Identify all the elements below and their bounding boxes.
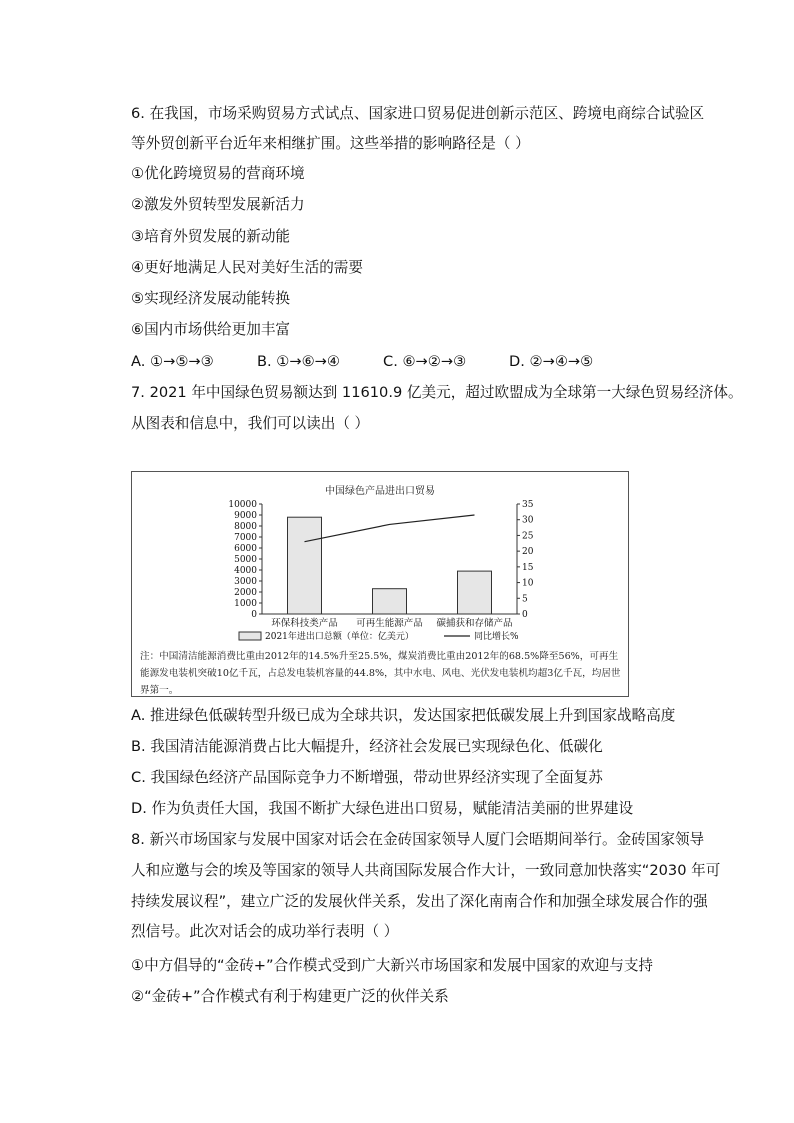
- q8-stem-line-4: 烈信号。此次对话会的成功举行表明（ ）: [131, 923, 399, 940]
- y-right-tick-label: 30: [522, 515, 534, 526]
- chart-figure: [131, 471, 629, 697]
- y-left-tick-label: 10000: [228, 500, 257, 510]
- q7-option-a[interactable]: A. 推进绿色低碳转型升级已成为全球共识，发达国家把低碳发展上升到国家战略高度: [131, 707, 676, 724]
- q6-item-5: ⑤实现经济发展动能转换: [131, 290, 291, 307]
- y-right-tick-label: 0: [522, 610, 528, 620]
- y-left-tick-label: 0: [251, 610, 257, 620]
- y-right-tick-label: 35: [522, 500, 534, 510]
- bar: [458, 571, 492, 614]
- q8-item-1: ①中方倡导的“金砖+”合作模式受到广大新兴市场国家和发展中国家的欢迎与支持: [131, 957, 654, 974]
- q6-stem-line-2: 等外贸创新平台近年来相继扩围。这些举措的影响路径是（ ）: [131, 135, 530, 152]
- q6-item-4: ④更好地满足人民对美好生活的需要: [131, 259, 363, 276]
- q8-stem-line-2: 人和应邀与会的埃及等国家的领导人共商国际发展合作大计，一致同意加快落实“2030 年可: [131, 862, 721, 879]
- q6-item-3: ③培育外贸发展的新动能: [131, 228, 291, 245]
- q6-option-b[interactable]: B. ①→⑥→④: [257, 353, 340, 370]
- q8-stem-line-3: 持续发展议程”，建立广泛的发展伙伴关系，发出了深化南南合作和加强全球发展合作的强: [131, 893, 708, 910]
- x-tick-label: 环保科技类产品: [271, 618, 338, 629]
- x-tick-label: 可再生能源产品: [356, 618, 423, 629]
- q6-item-2: ②激发外贸转型发展新活力: [131, 196, 305, 213]
- y-left-tick-label: 7000: [234, 533, 257, 543]
- y-left-tick-label: 4000: [234, 566, 257, 576]
- y-right-tick-label: 20: [522, 547, 534, 558]
- q6-options: [131, 352, 593, 372]
- legend-bar-swatch: [239, 632, 261, 640]
- q7-stem-line-1: 7. 2021 年中国绿色贸易额达到 11610.9 亿美元，超过欧盟成为全球第一大绿色贸易经济体。: [131, 384, 743, 401]
- q8-item-2: ②“金砖+”合作模式有利于构建更广泛的伙伴关系: [131, 988, 449, 1005]
- q6-option-d[interactable]: D. ②→④→⑤: [509, 353, 594, 370]
- q7-stem-line-2: 从图表和信息中，我们可以读出（ ）: [131, 415, 370, 432]
- y-left-tick-label: 2000: [234, 588, 257, 598]
- y-right-tick-label: 5: [522, 594, 528, 605]
- y-right-tick-label: 15: [522, 562, 534, 573]
- q8-stem-line-1: 8. 新兴市场国家与发展中国家对话会在金砖国家领导人厦门会晤期间举行。金砖国家领导: [131, 831, 705, 848]
- y-left-tick-label: 3000: [234, 577, 257, 587]
- q7-option-d[interactable]: D. 作为负责任大国，我国不断扩大绿色进出口贸易，赋能清洁美丽的世界建设: [131, 800, 634, 817]
- x-tick-label: 碳捕获和存储产品: [436, 618, 513, 629]
- q6-option-a[interactable]: A. ①→⑤→③: [131, 353, 214, 370]
- legend-bar-label: 2021年进出口总额（单位：亿美元）: [265, 632, 414, 642]
- q6-option-c[interactable]: C. ⑥→②→③: [383, 353, 467, 370]
- y-right-tick-label: 10: [522, 578, 534, 589]
- bar: [373, 589, 407, 614]
- bar: [288, 517, 322, 614]
- y-left-tick-label: 1000: [234, 599, 257, 609]
- legend-line-label: 同比增长%: [474, 632, 519, 642]
- y-left-tick-label: 5000: [234, 555, 257, 565]
- y-left-tick-label: 9000: [234, 511, 257, 521]
- chart-note: 注：中国清洁能源消费比重由2012年的14.5%升至25.5%，煤炭消费比重由2012年的68.5%降至56%，可再生能源发电装机突破10亿千瓦，占总发电装机容量的44.8%，其中水电、风电、光伏发电装机均超3亿千瓦，均居世界第一。: [140, 651, 621, 696]
- y-left-tick-label: 6000: [234, 544, 257, 554]
- growth-line: [305, 515, 475, 542]
- q6-stem-line-1: 6. 在我国，市场采购贸易方式试点、国家进口贸易促进创新示范区、跨境电商综合试验区: [131, 105, 705, 122]
- q6-item-1: ①优化跨境贸易的营商环境: [131, 165, 305, 182]
- q7-option-c[interactable]: C. 我国绿色经济产品国际竞争力不断增强，带动世界经济实现了全面复苏: [131, 769, 603, 786]
- y-right-tick-label: 25: [522, 531, 534, 542]
- q6-item-6: ⑥国内市场供给更加丰富: [131, 321, 291, 338]
- y-left-tick-label: 8000: [234, 522, 257, 532]
- q7-option-b[interactable]: B. 我国清洁能源消费占比大幅提升，经济社会发展已实现绿色化、低碳化: [131, 738, 603, 755]
- chart-svg: [132, 472, 628, 652]
- chart-title: 中国绿色产品进出口贸易: [325, 486, 435, 497]
